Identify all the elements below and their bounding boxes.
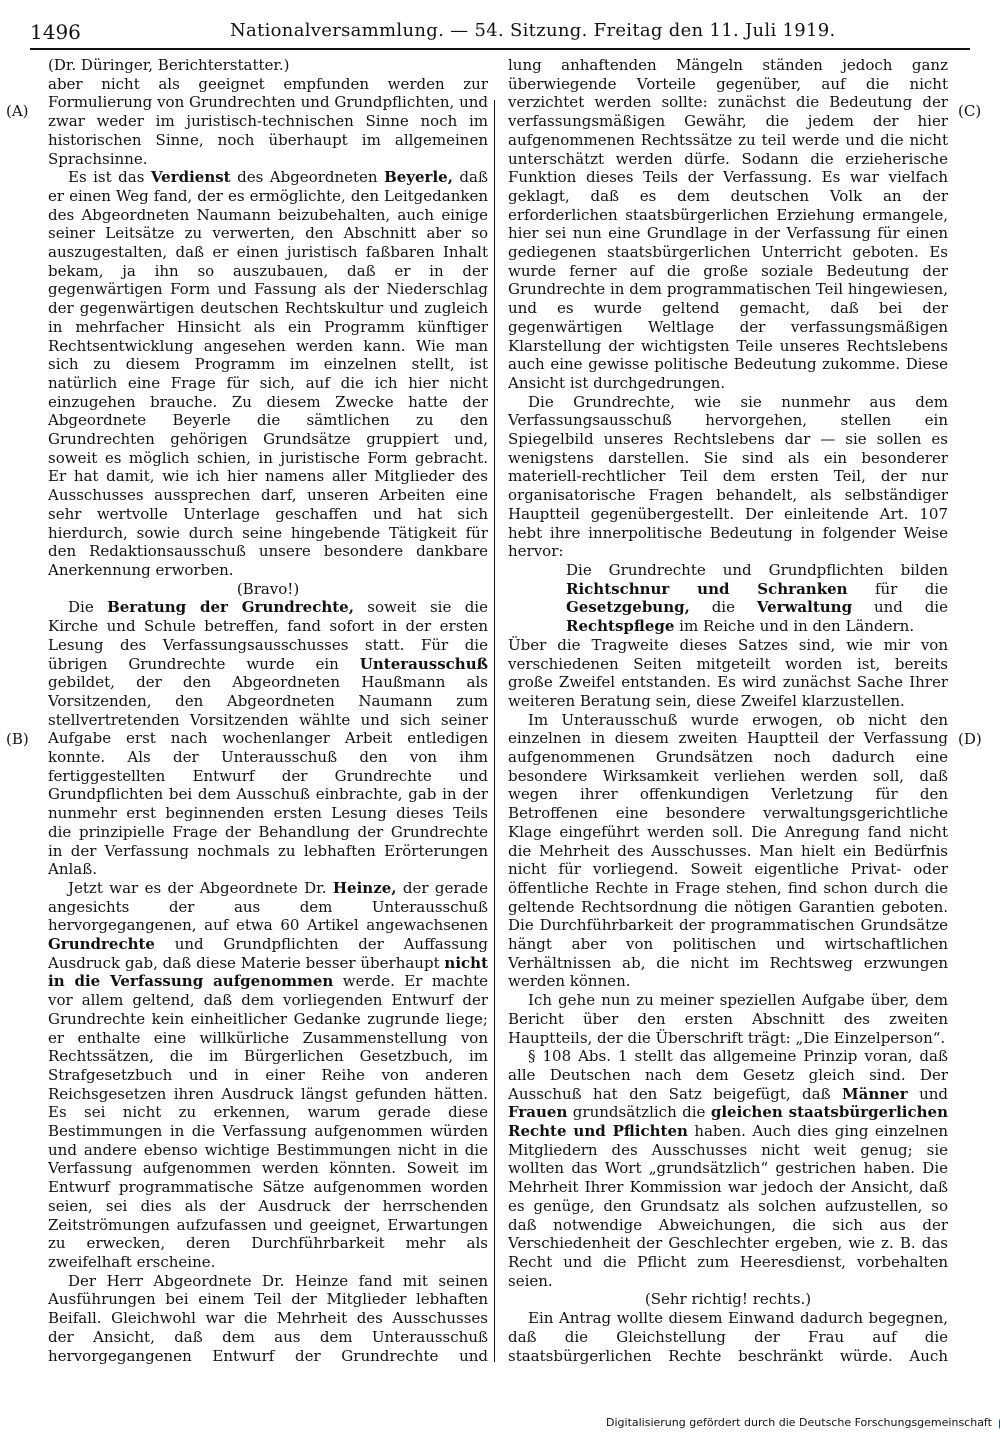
margin-marker-b: (B) (6, 730, 29, 748)
margin-marker-a: (A) (6, 102, 29, 120)
paragraph: aber nicht als geeignet empfunden werden zur Formulierung von Grundrechten und Grundpflichten, und zwar weder im juristisch-technischen Sinne noch im historischen Sinne, noch überhaupt im allgemeinen Sprachsinne. (48, 74, 488, 168)
footer-text: Digitalisierung gefördert durch die Deutsche Forschungsgemeinschaft (606, 1416, 992, 1429)
paragraph: Ein Antrag wollte diesem Einwand dadurch begegnen, daß die Gleichstellung der Frau auf die staatsbürgerlichen Rechte beschränkt würde. Auch (508, 1309, 948, 1365)
paragraph: Die Beratung der Grundrechte, soweit sie die Kirche und Schule betreffen, fand sofort in der ersten Lesung des Verfassungsausschusses statt. Für die übrigen Grundrechte wurde ein Unterausschuß gebildet, der den Abgeordneten Haußmann als Vorsitzenden, den Abgeordneten Naumann zum stellvertretenden Vorsitzenden wählte und sich seiner Aufgabe erst nach wochenlanger Arbeit entledigen konnte. Als der Unterausschuß den von ihm fertiggestellten Entwurf der Grundrechte und Grundpflichten bei dem Ausschuß einbrachte, gab in der nunmehr erst beginnenden ersten Lesung dieses Teils die prinzipielle Frage der Behandlung der Grundrechte in der Verfassung nochmals zu lebhaften Erörterungen Anlaß. (48, 598, 488, 879)
speaker-attribution: (Dr. Düringer, Berichterstatter.) (48, 56, 290, 74)
quoted-article: Die Grundrechte und Grundpflichten bilden Richtschnur und Schranken für die Gesetzgebung, die Verwaltung und die Rechtspflege im Reiche und in den Ländern. (566, 560, 948, 636)
margin-marker-c: (C) (958, 102, 982, 120)
paragraph: Jetzt war es der Abgeordnete Dr. Heinze, der gerade angesichts der aus dem Unterausschuß hervorgegangenen, auf etwa 60 Artikel angewachsenen Grundrechte und Grundpflichten der Auffassung Ausdruck gab, daß diese Materie besser überhaupt nicht in die Verfassung aufgenommen werde. Er machte vor allem geltend, daß dem vorliegenden Entwurf der Grundrechte kein einheitlicher Gedanke zugrunde liege; er enthalte eine willkürliche Zusammenstellung von Rechtssätzen, die im Bürgerlichen Gesetzbuch, im Strafgesetzbuch und in einer Reihe von anderen Reichsgesetzen ihren Ausdruck längst gefunden hätten. Es sei nicht zu erkennen, warum gerade diese Bestimmungen in die Verfassung aufgenommen würden und andere ebenso wichtige Bestimmungen nicht in die Verfassung aufgenommen werden könnten. Soweit im Entwurf programmatische Sätze aufgenommen worden seien, sei dies als der Ausdruck der herrschenden Zeitströmungen aufzufassen und geeignet, Erwartungen zu erwecken, deren Durchführbarkeit mehr als zweifelhaft erscheine. (48, 878, 488, 1271)
paragraph: Im Unterausschuß wurde erwogen, ob nicht den einzelnen in diesem zweiten Hauptteil der Verfassung aufgenommenen Grundsätzen noch dadurch eine besondere Wirksamkeit verliehen werden soll, daß wegen ihrer offenkundigen Verletzung für den Betroffenen eine besondere verwaltungsgerichtliche Klage eingeführt werden soll. Die Anregung fand nicht die Mehrheit des Ausschusses. Man hielt ein Bedürfnis nicht für vorliegend. Soweit eigentliche Privat- oder öffentliche Rechte in Frage stehen, find schon durch die geltende Rechtsordnung die nötigen Garantien geboten. Die Durchführbarkeit der programmatischen Grundsätze hängt aber von politischen und wirtschaftlichen Verhältnissen ab, die nicht im Rechtsweg erzwungen werden können. (508, 710, 948, 991)
left-column (48, 56, 488, 1366)
running-title: Nationalversammlung. — 54. Sitzung. Freitag den 11. Juli 1919. (230, 20, 836, 41)
margin-marker-d: (D) (958, 730, 982, 748)
column-divider (494, 100, 495, 1362)
page-header (30, 8, 970, 50)
paragraph: § 108 Abs. 1 stellt das allgemeine Prinzip voran, daß alle Deutschen nach dem Gesetz gleich sind. Der Ausschuß hat den Satz beigefügt, daß Männer und Frauen grundsätzlich die gleichen staatsbürgerlichen Rechte und Pflichten haben. Auch dies ging einzelnen Mitgliedern des Ausschusses nicht weit genug; sie wollten das Wort „grundsätzlich“ gestrichen haben. Die Mehrheit Ihrer Kommission war jedoch der Ansicht, daß es genüge, den Grundsatz als solchen aufzustellen, so daß notwendige Abweichungen, die sich aus der Verschiedenheit der Geschlechter ergeben, wie z. B. das Recht und die Pflicht zum Heeresdienst, vorbehalten seien. (508, 1047, 948, 1290)
paragraph: Es ist das Verdienst des Abgeordneten Beyerle, daß er einen Weg fand, der es ermöglichte, den Leitgedanken des Abgeordneten Naumann beizubehalten, auch einige seiner Leitsätze zu verwerten, den Abschnitt aber so auszugestalten, daß er einen juristisch faßbaren Inhalt bekam, ja ihn so auszubauen, daß er in der gegenwärtigen Form und Fassung als der Niederschlag der gegenwärtigen deutschen Rechtskultur und zugleich in mehrfacher Hinsicht als ein Programm künftiger Rechtsentwicklung angesehen werden kann. Wie man sich zu diesem Programm im einzelnen stellt, ist natürlich eine Frage für sich, auf die ich hier nicht einzugehen brauche. Zu diesem Zwecke hatte der Abgeordnete Beyerle die sämtlichen zu den Grundrechten gehörigen Grundsätze gruppiert und, soweit es möglich schien, in juristische Form gebracht. Er hat damit, wie ich hier namens aller Mitglieder des Ausschusses aussprechen darf, unseren Arbeiten eine sehr wertvolle Unterlage geschaffen und hat sich hierdurch, sowie durch seine hingebende Tätigkeit für den Redaktionsausschuß unsere besondere dankbare Anerkennung erworben. (48, 168, 488, 579)
paragraph: lung anhaftenden Mängeln ständen jedoch ganz überwiegende Vorteile gegenüber, auf die nicht verzichtet werden sollte: zunächst die Bedeutung der verfassungsmäßigen Gewähr, die jedem der hier aufgenommenen Rechtssätze zu teil werde und die nicht unterschätzt werden dürfe. Sodann die erzieherische Funktion dieses Teils der Verfassung. Es war vielfach geklagt, daß es dem deutschen Volk an der erforderlichen staatsbürgerlichen Erziehung ermangele, hier sei nun eine Grundlage in der Verfassung für einen gediegenen staatsbürgerlichen Unterricht geboten. Es wurde ferner auf die große soziale Bedeutung der Grundrechte in dem programmatischen Teil hingewiesen, und es wurde geltend gemacht, daß bei der gegenwärtigen Weltlage der verfassungsmäßigen Klarstellung der wichtigsten Teile unseres Rechtslebens auch eine gewisse politische Bedeutung zukomme. Diese Ansicht ist durchgedrungen. (508, 56, 948, 392)
paragraph: Der Herr Abgeordnete Dr. Heinze fand mit seinen Ausführungen bei einem Teil der Mitglieder lebhaften Beifall. Gleichwohl war die Mehrheit des Ausschusses der Ansicht, daß dem aus dem Unterausschuß hervorgegangenen Entwurf der Grundrechte und (48, 1271, 488, 1365)
interjection: (Sehr richtig! rechts.) (644, 1290, 812, 1309)
paragraph: Über die Tragweite dieses Satzes sind, wie mir von verschiedenen Seiten mitgeteilt worden ist, bereits große Zweifel entstanden. Es wird zunächst Sache Ihrer weiteren Beratung sein, diese Zweifel klarzustellen. (508, 635, 948, 710)
paragraph: Die Grundrechte, wie sie nunmehr aus dem Verfassungsausschuß hervorgehen, stellen ein Spiegelbild unseres Rechtslebens dar — sie sollen es wenigstens darstellen. Sie sind als ein besonderer materiell-rechtlicher Teil dem ersten Teil, der nur organisatorische Fragen behandelt, als selbständiger Hauptteil gegenübergestellt. Der einleitende Art. 107 hebt ihre innerpolitische Bedeutung in folgender Weise hervor: (508, 392, 948, 561)
page-number: 1496 (30, 20, 81, 44)
digitization-footer (606, 1416, 992, 1430)
interjection: (Bravo!) (236, 579, 300, 598)
right-column (508, 56, 948, 1366)
paragraph: Ich gehe nun zu meiner speziellen Aufgabe über, dem Bericht über den ersten Abschnitt des zweiten Hauptteils, der die Überschrift trägt: „Die Einzelperson“. (508, 991, 948, 1047)
